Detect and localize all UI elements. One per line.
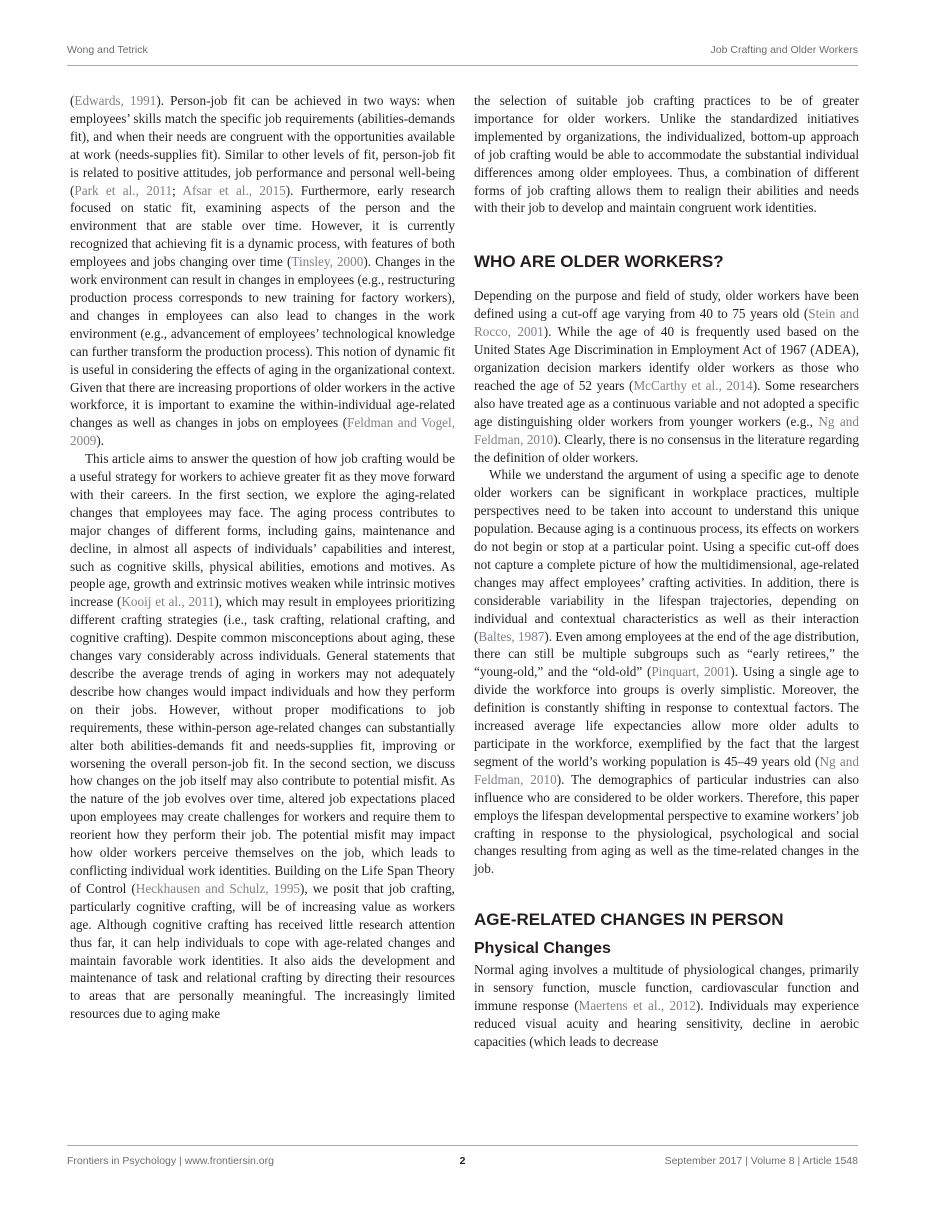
citation-link[interactable]: Feldman and Vogel, 2009 (70, 415, 455, 449)
text-run: ). The demographics of particular industries can also influence who are considered to be older workers. Therefore, this paper employs the lifespan developmental perspective to examine workers’ job crafting in response to the physiological, psychological and social changes resulting from aging as well as the time-related changes in the job. (474, 771, 859, 877)
section-heading-older-workers: WHO ARE OLDER WORKERS? (474, 252, 724, 272)
citation-link[interactable]: Stein and Rocco, 2001 (474, 306, 859, 340)
citation-link[interactable]: Edwards, 1991 (74, 93, 157, 108)
header-rule (67, 65, 858, 66)
section-heading-age-related-changes: AGE-RELATED CHANGES IN PERSON (474, 910, 784, 930)
left-column (70, 92, 455, 1023)
subsection-heading-physical-changes: Physical Changes (474, 940, 611, 958)
text-run: ). Changes in the work environment can result in changes in employees (e.g., restructuring production process corresponds to new training for factory workers), and changes in employees can also lead to changes in the work environment (e.g., advancement of employees’ technological knowledge can further transform the production process). This notion of dynamic fit is useful in considering the effects of aging in the organizational context. Given that there are increasing proportions of older workers in the active workforce, it is important to examine the within-individual age-related changes as well as changes in jobs on employees ( (70, 254, 455, 431)
text-run: ). Person-job fit can be achieved in two ways: when employees’ skills match the specific job requirements (abilities-demands fit), and when their needs are congruent with the opportunities available at work (needs-supplies fit). Similar to other levels of fit, person-job fit is related to positive attitudes, job performance and personal well-being ( (70, 93, 455, 198)
paragraph-specific-age (474, 466, 859, 878)
text-run: ). Clearly, there is no consensus in the literature regarding the definition of older workers. (474, 431, 859, 465)
text-run: ). Some researchers also have treated age as a continuous variable and not adopted a specific age distinguishing older workers from younger workers (e.g., (474, 377, 860, 429)
paragraph-article-aims (70, 450, 455, 1023)
text-run: While we understand the argument of using a specific age to denote older workers can be significant in workplace practices, multiple perspectives need to be taken into account to understand this unique population. Because aging is a continuous process, its effects on workers do not begin or stop at a particular point. Using a specific cut-off does not capture a complete picture of how the multidimensional, age-related changes may affect employees’ crafting activities. In addition, there is considerable variability in the lifespan trajectories, depending on individual and contextual characteristics as well as their interaction ( (474, 467, 859, 644)
citation-link[interactable]: Kooij et al., 2011 (121, 594, 215, 610)
paragraph-person-job-fit (70, 92, 455, 450)
paragraph-continuation: the selection of suitable job crafting practices to be of greater importance for older workers. Unlike the standardized initiatives implemented by organizations, the individualized, bottom-up approach of job crafting would be able to accommodate the substantial individual differences among older employees. Thus, a combination of different forms of job crafting allows them to realign their abilities and needs with their job to develop and maintain congruent work identities. (474, 93, 859, 216)
citation-link[interactable]: Baltes, 1987 (478, 628, 545, 644)
citation-link[interactable]: Park et al., 2011 (74, 182, 173, 198)
text-run: ). (96, 433, 105, 449)
text-run: ). While the age of 40 is frequently used based on the United States Age Discrimination in Employment Act of 1967 (ADEA), organization decision markers identify older workers as those who reached the age of 52 years ( (474, 324, 859, 393)
citation-link[interactable]: Maertens et al., 2012 (578, 998, 696, 1014)
running-header-authors: Wong and Tetrick (67, 44, 148, 56)
text-run: ), which may result in employees prioritizing different crafting strategies (i.e., task crafting, relational crafting, and cognitive crafting). Despite common misconceptions about aging, these changes vary considerably across individuals. General statements that describe the average trends of aging in workers may not adequately describe how changes would impact individuals and how they perform on their jobs. However, without proper modifications to job requirements, these within-person age-related changes can substantially alter both abilities-demands fit and needs-supplies fit, improving or worsening the overall person-job fit. In the second section, we discuss how changes on the job itself may also contribute to potential misfit. As the nature of the job evolves over time, altered job expectations placed upon employees may create challenges for workers and require them to reorient how they perform their job. The potential misfit may impact how older workers perceive themselves on the job, which leads to conflicting individual work identities. Building on the Life Span Theory of Control ( (70, 594, 455, 896)
citation-link[interactable]: Afsar et al., 2015 (182, 182, 286, 198)
text-run: Normal aging involves a multitude of physiological changes, primarily in sensory function, muscle function, cardiovascular function and immune response ( (474, 962, 859, 1014)
citation-link[interactable]: Pinquart, 2001 (651, 664, 731, 680)
citation-link[interactable]: McCarthy et al., 2014 (633, 377, 753, 393)
page-number: 2 (459, 1155, 466, 1167)
text-run: ). Furthermore, early research focused on static fit, examining aspects of the person and the environment that are stable over time. However, it is currently recognized that achieving fit is a dynamic process, with features of both employees and jobs changing over time ( (70, 182, 456, 270)
text-run: ). Using a single age to divide the workforce into groups is overly simplistic. Moreover, the definition is constantly shifting in response to contextual factors. The increased average life expectancies allow more older adults to participate in the workforce, exemplified by the fact that the largest segment of the world’s working population is 45–49 years old ( (474, 664, 859, 769)
citation-link[interactable]: Tinsley, 2000 (291, 254, 364, 270)
footer-rule (67, 1145, 858, 1146)
footer-issue: September 2017 | Volume 8 | Article 1548 (664, 1155, 858, 1167)
text-run: Depending on the purpose and field of study, older workers have been defined using a cut-off age varying from 40 to 75 years old ( (474, 288, 859, 322)
running-header-title: Job Crafting and Older Workers (710, 44, 858, 56)
right-column (474, 92, 859, 1051)
text-run: ). Even among employees at the end of the age distribution, there can still be multiple subgroups such as “early retirees,” the “young-old,” and the “old-old” ( (474, 628, 860, 680)
text-run: ; (172, 182, 183, 198)
citation-link[interactable]: Heckhausen and Schulz, 1995 (135, 880, 301, 896)
paragraph-normal-aging (474, 961, 859, 1051)
text-run: ), we posit that job crafting, particularly cognitive crafting, will be of increasing value as workers age. Although cognitive crafting has received little research attention thus far, it can help individuals to cope with age-related changes and maintain favorable work identities. It also aids the development and maintenance of task and relational crafting by directing their resources to areas that are personally meaningful. The increasingly limited resources due to aging make (70, 880, 455, 1022)
paragraph-definition (474, 287, 859, 466)
text-run: This article aims to answer the question of how job crafting would be a useful strategy for workers to achieve greater fit as they move forward with their careers. In the first section, we explore the aging-related changes that employees may face. The aging process contributes to major changes of different forms, including gains, maintenance and decline, in almost all aspects of individuals’ capabilities and interest, such as cognitive skills, physical abilities, emotions and motives. As people age, growth and extrinsic motives weaken while intrinsic motives increase ( (70, 451, 455, 610)
citation-link[interactable]: Ng and Feldman, 2010 (474, 753, 859, 787)
citation-link[interactable]: Ng and Feldman, 2010 (474, 413, 859, 447)
paren-open: ( (70, 93, 75, 108)
footer-journal: Frontiers in Psychology | www.frontiersin.org (67, 1155, 274, 1167)
text-run: ). Individuals may experience reduced visual acuity and hearing sensitivity, decline in aerobic capacities (which leads to decrease (474, 998, 859, 1049)
